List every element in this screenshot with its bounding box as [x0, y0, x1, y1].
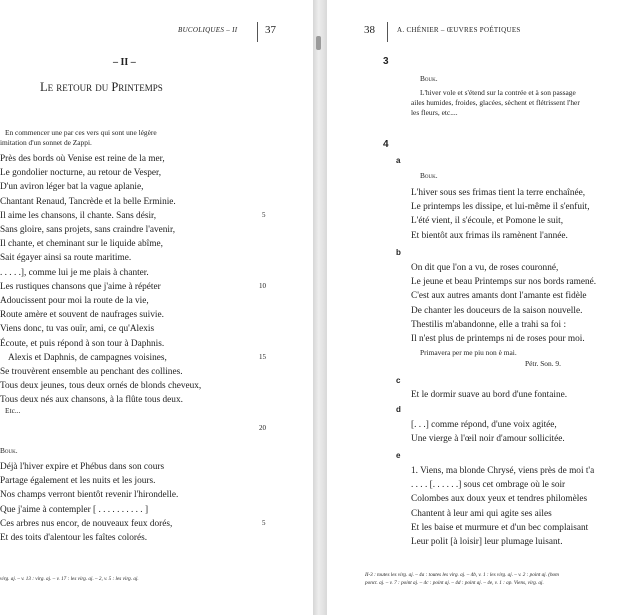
section-number: – II – [113, 57, 136, 68]
verse-line: Viens donc, tu vas ouïr, ami, ce qu'Alexis [0, 324, 155, 335]
fragment-letter-a: a [396, 156, 401, 165]
page-gutter [313, 0, 327, 615]
verse-line: Que j'aime à contempler [ . . . . . . . . . . ] [0, 504, 149, 515]
right-header-rule [387, 22, 388, 42]
verse-line: Route amère et souvent de naufrages suivie. [0, 310, 164, 321]
verse-line: Les rustiques chansons que j'aime à répéter [0, 281, 161, 292]
verse-line: De chanter les douceurs de la saison nouvelle. [411, 305, 583, 316]
verse-line: Chantant Renaud, Tancrède et la belle Erminie. [0, 196, 176, 207]
verse-line: Écoute, et puis répond à son tour à Daphnis. [0, 338, 165, 349]
verse-line: . . . . [. . . . . .] sous cet ombrage où le soir [411, 480, 566, 491]
fragment-number-3: 3 [383, 56, 389, 67]
italian-quote: Primavera per me piu non è mai. [420, 348, 517, 357]
verse-line: . . . . .], comme lui je me plais à chanter. [0, 267, 149, 278]
verse-line: L'été vient, il s'écoule, et Pomone le suit, [411, 216, 564, 227]
verse-line: Adoucissent pour moi la route de la vie, [0, 296, 149, 306]
verse-line: Tous deux nés aux chansons, à la flûte tous deux. [0, 395, 183, 406]
intro-line: En commencer une par ces vers qui sont une légère [5, 128, 157, 137]
prose-line: ailes humides, froides, glacées, sèchent et flétrissent l'her [411, 98, 580, 107]
verse-line: Une vierge à l'œil noir d'amour sollicitée. [411, 434, 565, 445]
verse-line: Se trouvèrent ensemble au penchant des collines. [0, 367, 183, 377]
fragment-letter-e: e [396, 451, 401, 460]
verse-line: Il aime les chansons, il chante. Sans désir, [0, 210, 157, 221]
verse-line: Alexis et Daphnis, de campagnes voisines, [8, 352, 167, 363]
line-number: 20 [259, 423, 266, 432]
verse-line: L'hiver sous ses frimas tient la terre enchaînée, [411, 188, 586, 198]
verse-line: Thestilis m'abandonne, elle a trahi sa foi : [411, 319, 567, 330]
verse-line: [. . .] comme répond, d'une voix agitée, [411, 420, 557, 430]
verse-line: Le gondolier nocturne, au retour de Vesper, [0, 168, 162, 179]
right-footnote-2: ponct. aj. – v. 7 : point aj. – 4c : point aj. – 4d : point aj. – 4e, v. 1 : ap. Viens, virg. aj. [365, 580, 544, 586]
scroll-thumb[interactable] [316, 36, 321, 50]
right-footnote-1: II-3 : toutes les virg. aj. – 4a : toutes les virg. aj. – 4b, v. 1 : les virg. aj. – v. 2 : point aj. (hom [365, 572, 559, 578]
verse-line: Déjà l'hiver expire et Phébus dans son cours [0, 462, 165, 472]
verse-line: Chantent à leur ami qui agite ses ailes [411, 508, 552, 519]
intro-line: imitation d'un sonnet de Zappi. [0, 138, 92, 147]
line-number: 15 [259, 352, 266, 361]
fragment-letter-d: d [396, 405, 401, 414]
verse-line: Partage également et les nuits et les jours. [0, 476, 156, 487]
right-page-number: 38 [364, 24, 375, 36]
speaker-label-2: Bouk. [420, 171, 438, 180]
left-footnote: virg. aj. – v. 13 : virg. aj. – v. 17 : les virg. aj. – 2, v. 5 : les virg. aj. [0, 576, 139, 582]
speaker-label-1: Bouk. [420, 74, 438, 83]
verse-c: Et le dormir suave au bord d'une fontaine. [411, 390, 568, 400]
right-running-head: A. CHÉNIER – ŒUVRES POÉTIQUES [397, 26, 521, 34]
verse-line: Leur polit [à loisir] leur plumage luisant. [411, 537, 563, 547]
verse-line: Près des bords où Venise est reine de la mer, [0, 154, 165, 164]
verse-line: C'est aux autres amants dont l'amante est fidèle [411, 291, 587, 302]
verse-line: Le printemps les dissipe, et lui-même il s'enfuit, [411, 202, 590, 213]
fragment-number-4: 4 [383, 139, 389, 150]
verse-line: Colombes aux doux yeux et tendres philomèles [411, 494, 588, 505]
verse-line: Et des toits d'alentour les faîtes colorés. [0, 533, 148, 543]
fragment-letter-c: c [396, 376, 401, 385]
verse-line: Sait égayer ainsi sa route maritime. [0, 253, 132, 264]
verse-line: 1. Viens, ma blonde Chrysé, viens près de moi t'a [411, 466, 595, 476]
verse-line: Et bientôt aux frimas ils ramènent l'année. [411, 230, 568, 241]
left-page [0, 0, 313, 615]
poem-title: Le retour du Printemps [40, 80, 163, 94]
verse-line: Il chante, et cheminant sur le liquide abîme, [0, 239, 163, 250]
verse-line: Sans gloire, sans projets, sans craindre l'avenir, [0, 225, 176, 235]
line-number: 5 [262, 210, 266, 219]
quote-source: Pétr. Son. 9. [525, 359, 561, 368]
verse-line: D'un aviron léger bat la vague aplanie, [0, 182, 144, 193]
line-number: 5 [262, 519, 266, 527]
prose-line: L'hiver vole et s'étend sur la contrée et à son passage [420, 88, 576, 97]
fragment-letter-b: b [396, 248, 401, 257]
left-running-head: BUCOLIQUES – II [178, 26, 238, 34]
line-number: 10 [259, 281, 266, 290]
left-page-number: 37 [265, 24, 276, 36]
verse-line: On dit que l'on a vu, de roses couronné, [411, 263, 559, 273]
verse-line: Ces arbres nus encor, de nouveaux feux dorés, [0, 518, 173, 529]
etc-text: Etc... [5, 406, 21, 415]
verse-line: Nos champs verront bientôt revenir l'hirondelle. [0, 490, 179, 501]
left-header-rule [257, 22, 258, 42]
speaker-label: Bouk. [0, 446, 18, 455]
right-page [327, 0, 640, 615]
verse-line: Tous deux jeunes, tous deux ornés de blonds cheveux, [0, 381, 202, 392]
verse-line: Et les baise et murmure et d'un bec complaisant [411, 522, 589, 533]
verse-line: Il n'est plus de printemps ni de roses pour moi. [411, 334, 585, 344]
verse-line: Le jeune et beau Printemps sur nos bords ramené. [411, 277, 597, 288]
prose-line: les fleurs, etc.... [411, 108, 458, 117]
